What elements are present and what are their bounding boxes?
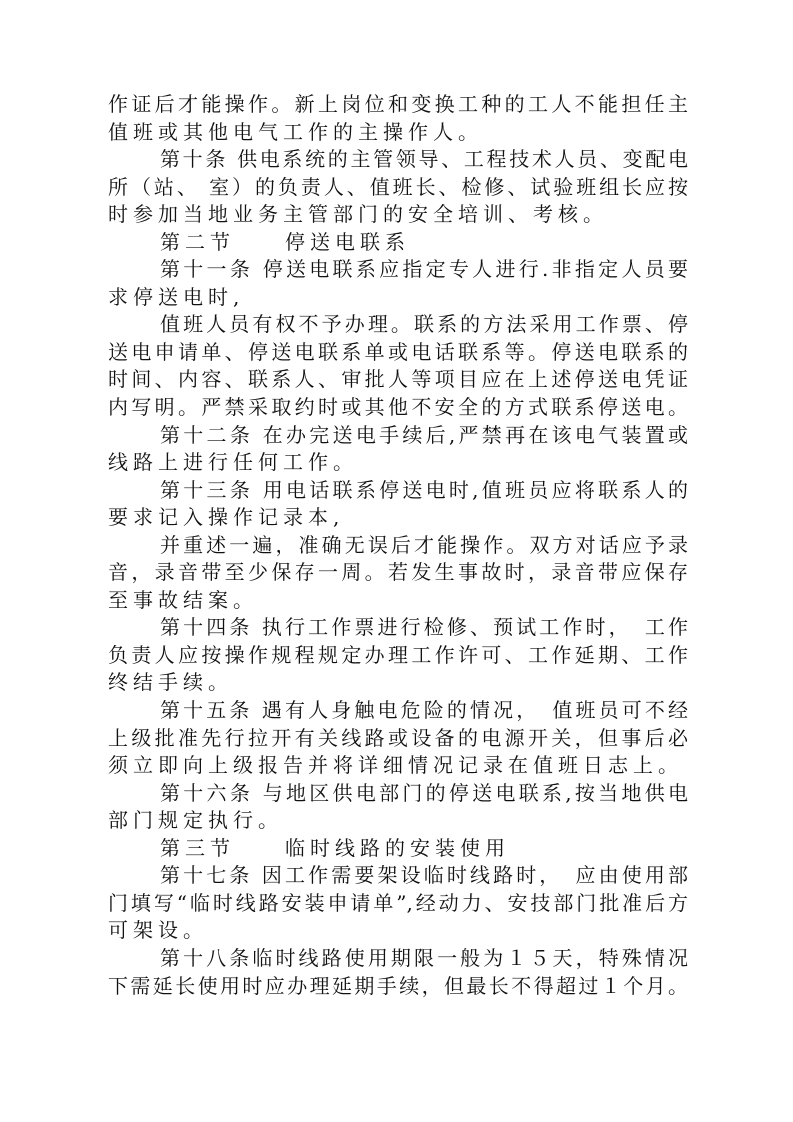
text-line: 下需延长使用时应办理延期手续，但最长不得超过１个月。 [108,973,688,998]
article-11: 第十一条 停送电联系应指定专人进行.非指定人员要 [160,257,688,282]
article-10: 第十条 供电系统的主管领导、工程技术人员、变配电 [160,147,688,172]
article-18: 第十八条临时线路使用期限一般为１５天，特殊情况 [160,945,688,970]
text-line: 上级批准先行拉开有关线路或设备的电源开关，但事后必 [108,725,688,750]
text-line: 作证后才能操作。新上岗位和变换工种的工人不能担任主 [108,92,688,116]
article-15: 第十五条 遇有人身触电危险的情况， 值班员可不经 [160,698,688,723]
text-line: 可架设。 [108,918,208,943]
text-line: 负责人应按操作规程规定办理工作许可、工作延期、工作 [108,642,688,667]
text-line: 音，录音带至少保存一周。若发生事故时，录音带应保存 [108,560,688,585]
text-line: 并重述一遍，准确无误后才能操作。双方对话应予录 [160,532,688,557]
text-line: 求停送电时, [108,284,245,309]
text-line: 所（站、 室）的负责人、值班长、检修、试验班组长应按 [108,174,688,199]
text-line: 时参加当地业务主管部门的安全培训、考核。 [108,202,608,227]
text-line: 要求记入操作记录本, [108,505,345,530]
article-13: 第十三条 用电话联系停送电时,值班员应将联系人的 [160,477,688,502]
section-heading-2: 第二节 停送电联系 [160,229,410,254]
text-line: 须立即向上级报告并将详细情况记录在值班日志上。 [108,753,683,778]
text-line: 线路上进行任何工作。 [108,450,358,475]
text-line: 至事故结案。 [108,587,258,612]
text-line: 内写明。严禁采取约时或其他不安全的方式联系停送电。 [108,395,688,420]
article-12: 第十二条 在办完送电手续后,严禁再在该电气装置或 [160,422,688,447]
text-line: 送电申请单、停送电联系单或电话联系等。停送电联系的 [108,339,688,364]
text-line: 部门规定执行。 [108,808,283,833]
article-17: 第十七条 因工作需要架设临时线路时， 应由使用部 [160,863,688,888]
text-line: 终结手续。 [108,670,233,695]
text-line: 值班人员有权不予办理。联系的方法采用工作票、停 [160,312,688,337]
text-line: 值班或其他电气工作的主操作人。 [108,119,483,144]
article-14: 第十四条 执行工作票进行检修、预试工作时， 工作 [160,615,688,640]
text-line: 门填写“临时线路安装申请单”,经动力、安技部门批准后方 [108,890,688,915]
section-heading-3: 第三节 临时线路的安装使用 [160,835,510,860]
text-line: 时间、内容、联系人、审批人等项目应在上述停送电凭证 [108,367,688,392]
document-page [108,91,688,1000]
article-16: 第十六条 与地区供电部门的停送电联系,按当地供电 [160,780,688,805]
